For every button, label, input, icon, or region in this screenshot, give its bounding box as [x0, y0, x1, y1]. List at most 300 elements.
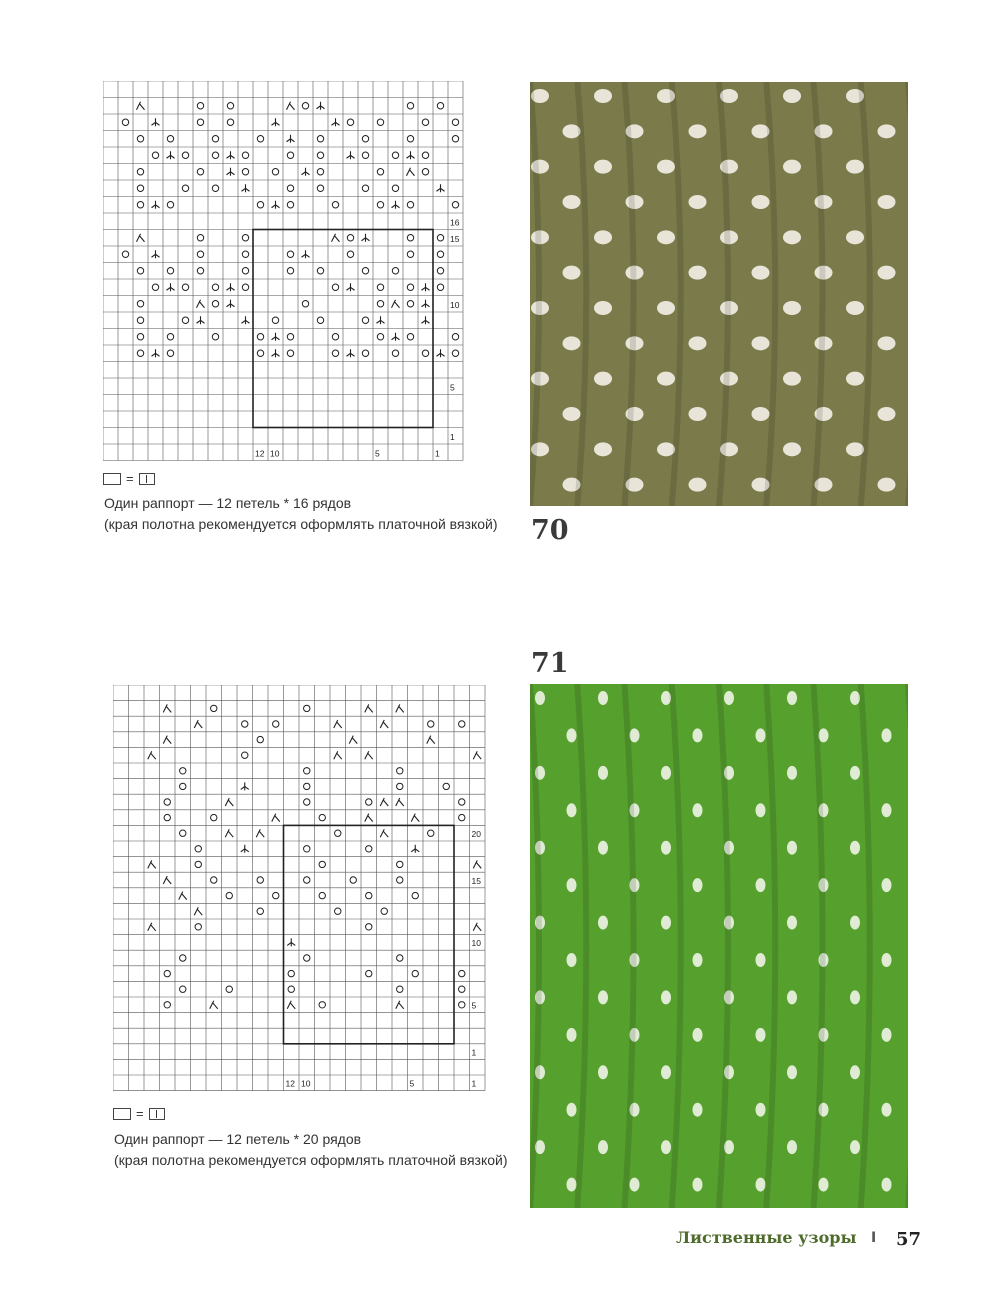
yarn-over-symbol — [377, 202, 383, 208]
lace-hole — [693, 953, 703, 967]
double-decrease-symbol — [152, 349, 160, 357]
double-decrease-symbol — [227, 300, 235, 308]
yarn-over-symbol — [242, 268, 248, 274]
double-decrease-symbol — [422, 300, 430, 308]
yarn-over-symbol — [422, 350, 428, 356]
yarn-over-symbol — [242, 284, 248, 290]
pattern-71-photo — [530, 684, 908, 1208]
lace-hole — [756, 1178, 766, 1192]
yarn-over-symbol — [377, 284, 383, 290]
lace-hole — [787, 841, 797, 855]
yarn-over-symbol — [332, 202, 338, 208]
yarn-over-symbol — [302, 301, 308, 307]
lace-hole — [661, 1140, 671, 1154]
pattern-70-legend — [103, 470, 155, 488]
yarn-over-symbol — [227, 119, 233, 125]
yarn-over-symbol — [242, 721, 248, 727]
lace-hole — [594, 442, 612, 456]
yarn-over-symbol — [304, 783, 310, 789]
decrease-symbol — [365, 751, 373, 759]
yarn-over-symbol — [366, 970, 372, 976]
yarn-over-symbol — [164, 970, 170, 976]
yarn-over-symbol — [412, 892, 418, 898]
decrease-symbol — [137, 102, 145, 110]
yarn-over-symbol — [407, 103, 413, 109]
yarn-over-symbol — [197, 235, 203, 241]
lace-hole — [563, 336, 581, 350]
lace-hole — [567, 1028, 577, 1042]
lace-hole — [689, 407, 707, 421]
row-number: 20 — [471, 829, 481, 839]
lace-hole — [598, 841, 608, 855]
lace-hole — [783, 230, 801, 244]
legend-empty-cell-icon — [103, 473, 121, 485]
yarn-over-symbol — [397, 783, 403, 789]
lace-hole — [689, 336, 707, 350]
decrease-symbol — [148, 923, 156, 931]
double-decrease-symbol — [302, 250, 310, 258]
lace-hole — [846, 372, 864, 386]
legend-equals: = — [136, 1106, 144, 1122]
pattern-70-chart — [103, 81, 488, 466]
decrease-symbol — [287, 102, 295, 110]
double-decrease-symbol — [152, 250, 160, 258]
lace-hole — [850, 990, 860, 1004]
decrease-symbol — [179, 892, 187, 900]
lace-hole — [567, 953, 577, 967]
yarn-over-symbol — [319, 861, 325, 867]
lace-hole — [693, 728, 703, 742]
double-decrease-symbol — [197, 316, 205, 324]
yarn-over-symbol — [195, 861, 201, 867]
yarn-over-symbol — [212, 152, 218, 158]
yarn-over-symbol — [319, 892, 325, 898]
pattern-70-number: 70 — [531, 515, 569, 546]
yarn-over-symbol — [287, 152, 293, 158]
yarn-over-symbol — [452, 119, 458, 125]
lace-hole — [567, 803, 577, 817]
row-number: 5 — [471, 1000, 477, 1011]
yarn-over-symbol — [366, 892, 372, 898]
yarn-over-symbol — [180, 830, 186, 836]
yarn-over-symbol — [152, 284, 158, 290]
lace-hole — [819, 728, 829, 742]
lace-hole — [693, 803, 703, 817]
double-decrease-symbol — [437, 184, 445, 192]
lace-hole — [657, 230, 675, 244]
lace-hole — [787, 1140, 797, 1154]
yarn-over-symbol — [137, 202, 143, 208]
lace-hole — [846, 301, 864, 315]
yarn-over-symbol — [397, 986, 403, 992]
yarn-over-symbol — [273, 721, 279, 727]
column-number: 5 — [409, 1078, 415, 1089]
lace-hole — [567, 1178, 577, 1192]
yarn-over-symbol — [381, 908, 387, 914]
yarn-over-symbol — [304, 877, 310, 883]
decrease-symbol — [365, 704, 373, 712]
yarn-over-symbol — [227, 103, 233, 109]
yarn-over-symbol — [122, 119, 128, 125]
yarn-over-symbol — [407, 301, 413, 307]
decrease-symbol — [148, 751, 156, 759]
legend-knit-stitch-icon — [139, 473, 155, 485]
decrease-symbol — [287, 1001, 295, 1009]
yarn-over-symbol — [257, 334, 263, 340]
lace-hole — [787, 1065, 797, 1079]
double-decrease-symbol — [411, 845, 419, 853]
yarn-over-symbol — [257, 908, 263, 914]
lace-hole — [689, 124, 707, 138]
double-decrease-symbol — [287, 938, 295, 946]
yarn-over-symbol — [182, 185, 188, 191]
lace-hole — [693, 1103, 703, 1117]
lace-hole — [783, 301, 801, 315]
yarn-over-symbol — [350, 877, 356, 883]
yarn-over-symbol — [377, 301, 383, 307]
lace-hole — [661, 1065, 671, 1079]
yarn-over-symbol — [377, 119, 383, 125]
footer-separator: I — [871, 1230, 877, 1246]
lace-hole — [630, 1178, 640, 1192]
yarn-over-symbol — [137, 268, 143, 274]
yarn-over-symbol — [437, 268, 443, 274]
lace-hole — [752, 195, 770, 209]
double-decrease-symbol — [227, 283, 235, 291]
lace-hole — [598, 1140, 608, 1154]
row-number: 1 — [471, 1047, 477, 1058]
lace-hole — [657, 160, 675, 174]
yarn-over-symbol — [347, 119, 353, 125]
yarn-over-symbol — [459, 970, 465, 976]
yarn-over-symbol — [407, 235, 413, 241]
lace-hole — [756, 728, 766, 742]
double-decrease-symbol — [422, 316, 430, 324]
yarn-over-symbol — [366, 799, 372, 805]
yarn-over-symbol — [304, 955, 310, 961]
lace-hole — [594, 160, 612, 174]
decrease-symbol — [380, 798, 388, 806]
yarn-over-symbol — [317, 185, 323, 191]
yarn-over-symbol — [452, 202, 458, 208]
yarn-over-symbol — [459, 986, 465, 992]
double-decrease-symbol — [287, 135, 295, 143]
yarn-over-symbol — [164, 799, 170, 805]
yarn-over-symbol — [443, 783, 449, 789]
yarn-over-symbol — [459, 721, 465, 727]
lace-hole — [882, 728, 892, 742]
lace-hole — [850, 841, 860, 855]
decrease-symbol — [427, 736, 435, 744]
decrease-symbol — [411, 814, 419, 822]
yarn-over-symbol — [257, 736, 263, 742]
lace-hole — [846, 160, 864, 174]
lace-hole — [598, 916, 608, 930]
decrease-symbol — [163, 876, 171, 884]
yarn-over-symbol — [122, 251, 128, 257]
yarn-over-symbol — [397, 861, 403, 867]
yarn-over-symbol — [195, 924, 201, 930]
lace-hole — [756, 878, 766, 892]
yarn-over-symbol — [137, 169, 143, 175]
lace-hole — [567, 728, 577, 742]
double-decrease-symbol — [227, 168, 235, 176]
yarn-over-symbol — [362, 350, 368, 356]
yarn-over-symbol — [428, 721, 434, 727]
decrease-symbol — [225, 829, 233, 837]
yarn-over-symbol — [272, 169, 278, 175]
double-decrease-symbol — [437, 349, 445, 357]
double-decrease-symbol — [392, 333, 400, 341]
double-decrease-symbol — [422, 283, 430, 291]
yarn-over-symbol — [317, 136, 323, 142]
yarn-over-symbol — [407, 251, 413, 257]
pattern-70-caption-line2: (края полотна рекомендуется оформлять платочной вязкой) — [104, 516, 498, 532]
yarn-over-symbol — [182, 284, 188, 290]
yarn-over-symbol — [332, 334, 338, 340]
yarn-over-symbol — [288, 986, 294, 992]
yarn-over-symbol — [152, 152, 158, 158]
yarn-over-symbol — [226, 986, 232, 992]
decrease-symbol — [407, 168, 415, 176]
decrease-symbol — [396, 798, 404, 806]
knitting-chart-70 — [103, 81, 488, 466]
lace-hole — [724, 691, 734, 705]
yarn-over-symbol — [180, 986, 186, 992]
double-decrease-symbol — [317, 102, 325, 110]
lace-hole — [850, 1140, 860, 1154]
yarn-over-symbol — [452, 350, 458, 356]
lace-hole — [878, 478, 896, 492]
lace-hole — [787, 691, 797, 705]
lace-hole — [882, 1028, 892, 1042]
yarn-over-symbol — [242, 169, 248, 175]
yarn-over-symbol — [407, 136, 413, 142]
yarn-over-symbol — [197, 268, 203, 274]
lace-hole — [878, 266, 896, 280]
column-number: 10 — [301, 1078, 311, 1089]
yarn-over-symbol — [137, 136, 143, 142]
yarn-over-symbol — [197, 251, 203, 257]
decrease-symbol — [473, 751, 481, 759]
lace-hole — [693, 1028, 703, 1042]
lace-hole — [783, 442, 801, 456]
decrease-symbol — [194, 907, 202, 915]
yarn-over-symbol — [287, 268, 293, 274]
lace-hole — [783, 372, 801, 386]
row-number: 16 — [450, 217, 460, 228]
double-decrease-symbol — [272, 118, 280, 126]
double-decrease-symbol — [407, 151, 415, 159]
yarn-over-symbol — [407, 334, 413, 340]
lace-hole — [878, 336, 896, 350]
yarn-over-symbol — [257, 877, 263, 883]
yarn-over-symbol — [319, 814, 325, 820]
yarn-over-symbol — [397, 768, 403, 774]
row-number: 5 — [450, 382, 455, 393]
yarn-over-symbol — [197, 119, 203, 125]
yarn-over-symbol — [332, 284, 338, 290]
yarn-over-symbol — [137, 185, 143, 191]
yarn-over-symbol — [317, 317, 323, 323]
yarn-over-symbol — [242, 152, 248, 158]
yarn-over-symbol — [272, 317, 278, 323]
knitting-chart-71 — [113, 685, 508, 1100]
lace-hole — [787, 766, 797, 780]
yarn-over-symbol — [362, 136, 368, 142]
yarn-over-symbol — [137, 301, 143, 307]
yarn-over-symbol — [392, 185, 398, 191]
yarn-over-symbol — [332, 350, 338, 356]
column-number: 1 — [435, 448, 440, 459]
yarn-over-symbol — [287, 251, 293, 257]
decrease-symbol — [197, 300, 205, 308]
lace-hole — [882, 953, 892, 967]
yarn-over-symbol — [167, 136, 173, 142]
legend-empty-cell-icon — [113, 1108, 131, 1120]
decrease-symbol — [396, 704, 404, 712]
yarn-over-symbol — [197, 169, 203, 175]
lace-hole — [850, 916, 860, 930]
double-decrease-symbol — [302, 168, 310, 176]
lace-hole — [693, 1178, 703, 1192]
yarn-over-symbol — [377, 169, 383, 175]
yarn-over-symbol — [211, 877, 217, 883]
yarn-over-symbol — [317, 268, 323, 274]
double-decrease-symbol — [241, 845, 249, 853]
double-decrease-symbol — [392, 201, 400, 209]
yarn-over-symbol — [412, 970, 418, 976]
double-decrease-symbol — [377, 316, 385, 324]
decrease-symbol — [137, 234, 145, 242]
decrease-symbol — [392, 300, 400, 308]
yarn-over-symbol — [164, 814, 170, 820]
lace-hole — [594, 301, 612, 315]
pattern-70-caption — [104, 493, 498, 535]
yarn-over-symbol — [407, 202, 413, 208]
yarn-over-symbol — [459, 1002, 465, 1008]
lace-hole — [689, 266, 707, 280]
double-decrease-symbol — [227, 151, 235, 159]
row-number: 15 — [450, 234, 460, 244]
decrease-symbol — [380, 829, 388, 837]
yarn-over-symbol — [211, 814, 217, 820]
yarn-over-symbol — [366, 924, 372, 930]
yarn-over-symbol — [302, 103, 308, 109]
lace-hole — [661, 766, 671, 780]
yarn-over-symbol — [137, 317, 143, 323]
yarn-over-symbol — [242, 752, 248, 758]
yarn-over-symbol — [182, 317, 188, 323]
yarn-over-symbol — [304, 799, 310, 805]
decrease-symbol — [349, 736, 357, 744]
yarn-over-symbol — [317, 169, 323, 175]
legend-equals: = — [126, 471, 134, 487]
yarn-over-symbol — [362, 152, 368, 158]
yarn-over-symbol — [195, 846, 201, 852]
decrease-symbol — [334, 751, 342, 759]
yarn-over-symbol — [392, 152, 398, 158]
lace-hole — [882, 803, 892, 817]
lace-hole — [661, 841, 671, 855]
lace-hole — [657, 442, 675, 456]
double-decrease-symbol — [332, 118, 340, 126]
knitted-swatch-71-image — [530, 684, 908, 1208]
yarn-over-symbol — [437, 235, 443, 241]
yarn-over-symbol — [362, 268, 368, 274]
yarn-over-symbol — [242, 235, 248, 241]
yarn-over-symbol — [167, 350, 173, 356]
lace-hole — [661, 916, 671, 930]
yarn-over-symbol — [211, 705, 217, 711]
lace-hole — [563, 407, 581, 421]
lace-hole — [657, 372, 675, 386]
yarn-over-symbol — [164, 1002, 170, 1008]
pattern-71-chart — [113, 685, 508, 1100]
lace-hole — [630, 728, 640, 742]
yarn-over-symbol — [304, 846, 310, 852]
lace-hole — [563, 266, 581, 280]
yarn-over-symbol — [335, 830, 341, 836]
yarn-over-symbol — [180, 955, 186, 961]
row-number: 10 — [450, 300, 460, 310]
yarn-over-symbol — [452, 334, 458, 340]
column-number: 1 — [471, 1078, 477, 1089]
lace-hole — [882, 1103, 892, 1117]
column-number: 12 — [255, 448, 265, 459]
lace-hole — [850, 1065, 860, 1079]
lace-hole — [787, 990, 797, 1004]
lace-hole — [756, 1103, 766, 1117]
row-number: 1 — [450, 432, 455, 442]
yarn-over-symbol — [422, 152, 428, 158]
lace-hole — [756, 1028, 766, 1042]
yarn-over-symbol — [437, 103, 443, 109]
lace-hole — [878, 407, 896, 421]
lace-hole — [563, 195, 581, 209]
lace-hole — [535, 691, 545, 705]
lace-hole — [689, 478, 707, 492]
yarn-over-symbol — [212, 185, 218, 191]
lace-hole — [689, 195, 707, 209]
knitted-swatch-70-image — [530, 82, 908, 506]
yarn-over-symbol — [167, 202, 173, 208]
yarn-over-symbol — [366, 846, 372, 852]
yarn-over-symbol — [397, 955, 403, 961]
yarn-over-symbol — [304, 768, 310, 774]
lace-hole — [693, 878, 703, 892]
yarn-over-symbol — [459, 814, 465, 820]
yarn-over-symbol — [347, 251, 353, 257]
yarn-over-symbol — [428, 830, 434, 836]
double-decrease-symbol — [241, 782, 249, 790]
yarn-over-symbol — [317, 152, 323, 158]
lace-hole — [882, 1178, 892, 1192]
yarn-over-symbol — [137, 334, 143, 340]
yarn-over-symbol — [452, 136, 458, 142]
double-decrease-symbol — [272, 333, 280, 341]
column-number: 5 — [375, 448, 380, 459]
double-decrease-symbol — [347, 151, 355, 159]
decrease-symbol — [163, 736, 171, 744]
pattern-71-number: 71 — [531, 648, 569, 679]
lace-hole — [787, 916, 797, 930]
double-decrease-symbol — [167, 283, 175, 291]
decrease-symbol — [334, 720, 342, 728]
pattern-71-caption-line2: (края полотна рекомендуется оформлять платочной вязкой) — [114, 1152, 508, 1168]
lace-hole — [598, 990, 608, 1004]
yarn-over-symbol — [437, 251, 443, 257]
